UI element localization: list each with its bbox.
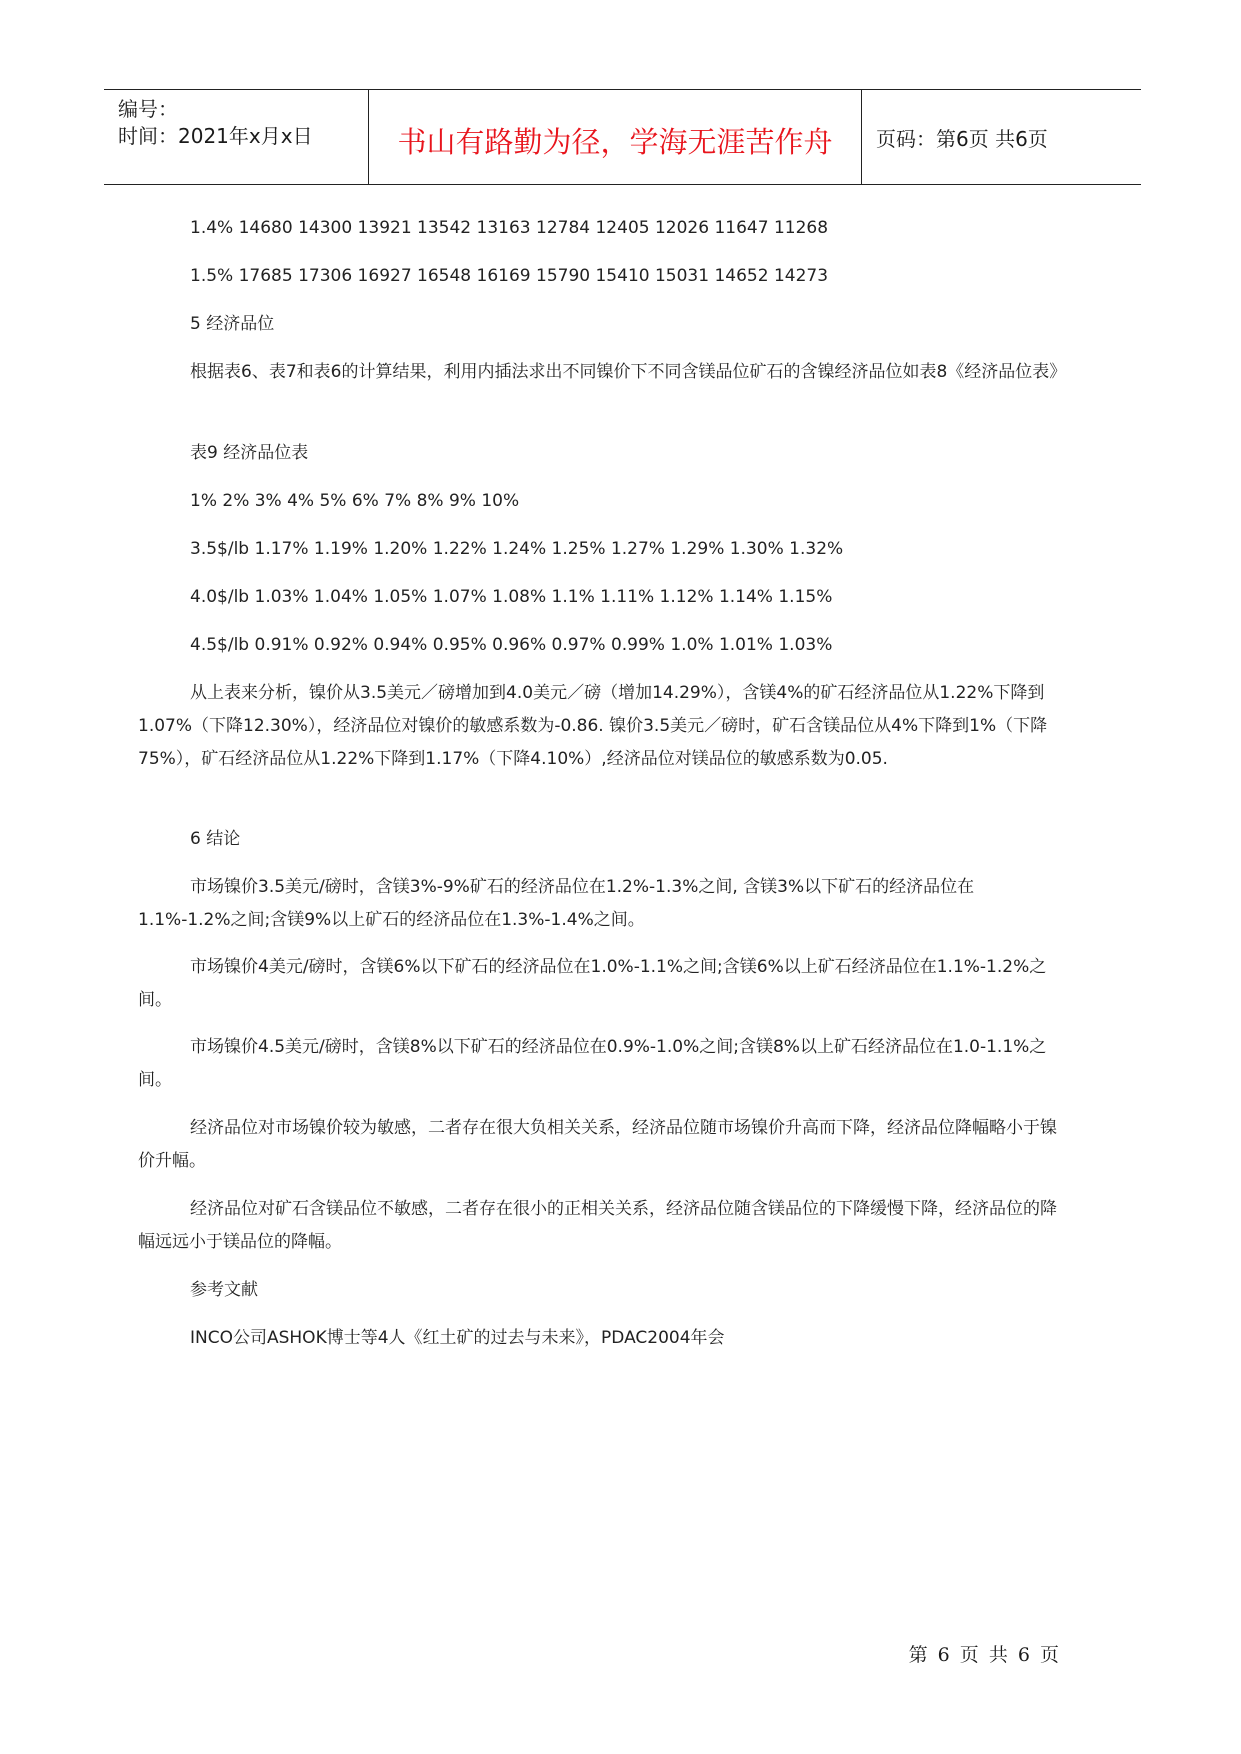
- paragraph-conclusion-1: 市场镍价3.5美元/磅时，含镁3%-9%矿石的经济品位在1.2%-1.3%之间, 含镁3%以下矿石的经济品位在1.1%-1.2%之间;含镁9%以上矿石的经济品位在1.3%-1.4%之间。: [138, 877, 975, 930]
- page-footer: 第 6 页 共 6 页: [908, 1644, 1061, 1666]
- table-caption: 表9 经济品位表: [190, 443, 309, 463]
- page-header: [104, 89, 1141, 185]
- doc-time-label: 时间：2021年x月x日: [118, 124, 313, 148]
- table-row-4-0: 4.0$/lb 1.03% 1.04% 1.05% 1.07% 1.08% 1.1% 1.11% 1.12% 1.14% 1.15%: [190, 587, 833, 607]
- paragraph-conclusion-2: 市场镍价4美元/磅时，含镁6%以下矿石的经济品位在1.0%-1.1%之间;含镁6%以上矿石经济品位在1.1%-1.2%之间。: [138, 957, 1047, 1010]
- paragraph-interpolation: 根据表6、表7和表6的计算结果，利用内插法求出不同镍价下不同含镁品位矿石的含镍经济品位如表8《经济品位表》: [190, 362, 1067, 382]
- section-heading-6: 6 结论: [190, 829, 241, 849]
- references-heading: 参考文献: [190, 1280, 258, 1300]
- table-row-1-5: 1.5% 17685 17306 16927 16548 16169 15790 15410 15031 14652 14273: [190, 266, 829, 286]
- paragraph-analysis: 从上表来分析，镍价从3.5美元／磅增加到4.0美元／磅（增加14.29%），含镁4%的矿石经济品位从1.22%下降到1.07%（下降12.30%），经济品位对镍价的敏感系数为-0.86. 镍价3.5美元／磅时，矿石含镁品位从4%下降到1%（下降75%），矿石经济品位从1.22%下降到1.17%（下降4.10%）,经济品位对镁品位的敏感系数为0.05.: [138, 683, 1048, 769]
- table-row-4-5: 4.5$/lb 0.91% 0.92% 0.94% 0.95% 0.96% 0.97% 0.99% 1.0% 1.01% 1.03%: [190, 635, 833, 655]
- paragraph-conclusion-4: 经济品位对市场镍价较为敏感，二者存在很大负相关关系，经济品位随市场镍价升高而下降，经济品位降幅略小于镍价升幅。: [138, 1118, 1057, 1171]
- reference-item: INCO公司ASHOK博士等4人《红土矿的过去与未来》，PDAC2004年会: [190, 1328, 725, 1348]
- section-heading-5: 5 经济品位: [190, 314, 275, 334]
- paragraph-conclusion-3: 市场镍价4.5美元/磅时，含镁8%以下矿石的经济品位在0.9%-1.0%之间;含镁8%以上矿石经济品位在1.0-1.1%之间。: [138, 1037, 1047, 1090]
- header-page-number: 页码：第6页 共6页: [876, 127, 1048, 151]
- table-header-row: 1% 2% 3% 4% 5% 6% 7% 8% 9% 10%: [190, 491, 520, 511]
- header-motto-cell: [369, 90, 862, 184]
- doc-number-label: 编号：: [118, 97, 178, 121]
- header-info-cell: [104, 90, 369, 184]
- header-page-cell: [862, 90, 1141, 184]
- paragraph-conclusion-5: 经济品位对矿石含镁品位不敏感，二者存在很小的正相关关系，经济品位随含镁品位的下降缓慢下降，经济品位的降幅远远小于镁品位的降幅。: [138, 1199, 1057, 1252]
- table-row-3-5: 3.5$/lb 1.17% 1.19% 1.20% 1.22% 1.24% 1.25% 1.27% 1.29% 1.30% 1.32%: [190, 539, 844, 559]
- header-motto: 书山有路勤为径，学海无涯苦作舟: [397, 125, 833, 159]
- table-row-1-4: 1.4% 14680 14300 13921 13542 13163 12784 12405 12026 11647 11268: [190, 218, 829, 238]
